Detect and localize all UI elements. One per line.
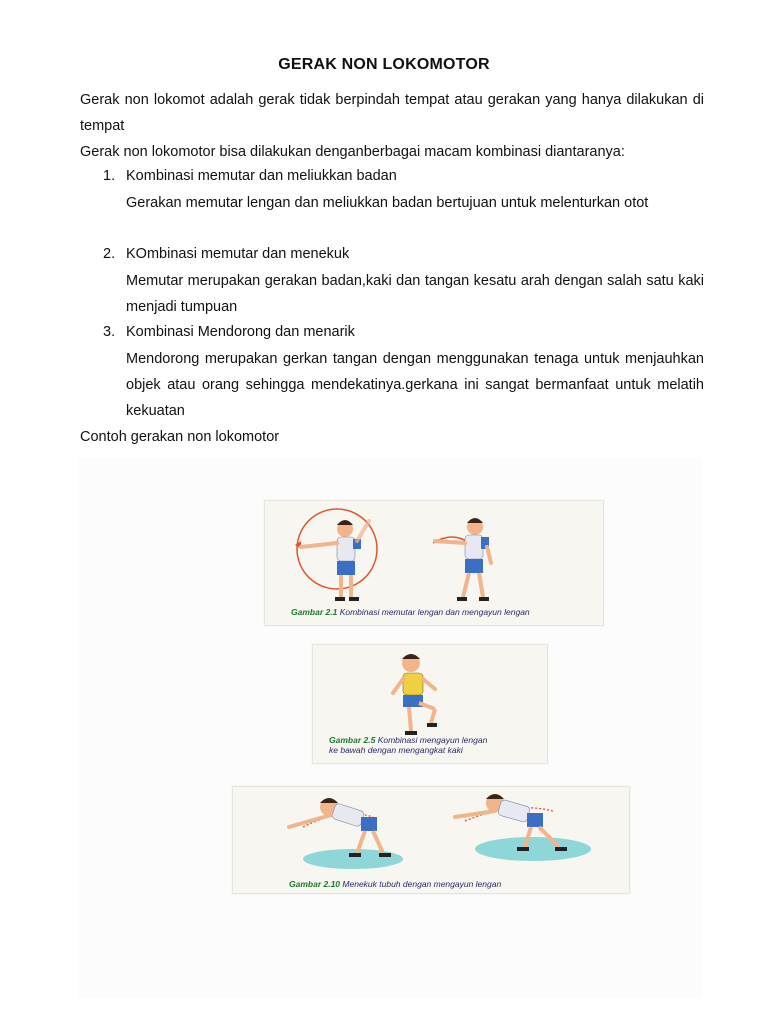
- figure-2-10-illustration: [233, 787, 629, 893]
- figure-2-1: [264, 500, 604, 626]
- figure-2-1-label: Gambar 2.1: [291, 607, 338, 617]
- list-number-3: 3.: [103, 324, 116, 340]
- figure-2-5-text-2: ke bawah dengan mengangkat kaki: [329, 745, 463, 755]
- figure-2-1-caption: [291, 607, 530, 617]
- figure-2-1-text: Kombinasi memutar lengan dan mengayun lengan: [339, 607, 530, 617]
- figure-2-5-label: Gambar 2.5: [329, 735, 376, 745]
- figure-2-10-text: Menekuk tubuh dengan mengayun lengan: [342, 879, 502, 889]
- example-heading: Contoh gerakan non lokomotor: [80, 429, 280, 445]
- figure-2-10: [232, 786, 630, 894]
- list-number-2: 2.: [103, 246, 116, 262]
- list-heading-3: Kombinasi Mendorong dan menarik: [126, 324, 355, 340]
- list-heading-2: KOmbinasi memutar dan menekuk: [126, 246, 350, 262]
- list-body-3: Mendorong merupakan gerkan tangan dengan menggunakan tenaga untuk menjauhkan objek atau orang sehingga mendekatinya.gerkana ini sangat bermanfaat untuk melatih kekuatan: [126, 351, 704, 419]
- list-number-1: 1.: [103, 168, 116, 184]
- definition-paragraph: Gerak non lokomot adalah gerak tidak berpindah tempat atau gerakan yang hanya dilakukan di tempat: [80, 92, 704, 134]
- list-body-1: Gerakan memutar lengan dan meliukkan badan bertujuan untuk melenturkan otot: [126, 195, 649, 211]
- figure-2-5: [312, 644, 548, 764]
- figure-2-10-caption: [289, 879, 501, 889]
- list-body-2: Memutar merupakan gerakan badan,kaki dan tangan kesatu arah dengan salah satu kaki menjadi tumpuan: [126, 273, 704, 315]
- figure-2-10-label: Gambar 2.10: [289, 879, 341, 889]
- figure-2-5-caption: [329, 735, 487, 755]
- list-heading-1: Kombinasi memutar dan meliukkan badan: [126, 168, 397, 184]
- intro-paragraph: Gerak non lokomotor bisa dilakukan denganberbagai macam kombinasi diantaranya:: [80, 144, 625, 160]
- figure-2-5-text-1: Kombinasi mengayun lengan: [377, 735, 488, 745]
- page-title: GERAK NON LOKOMOTOR: [278, 56, 490, 73]
